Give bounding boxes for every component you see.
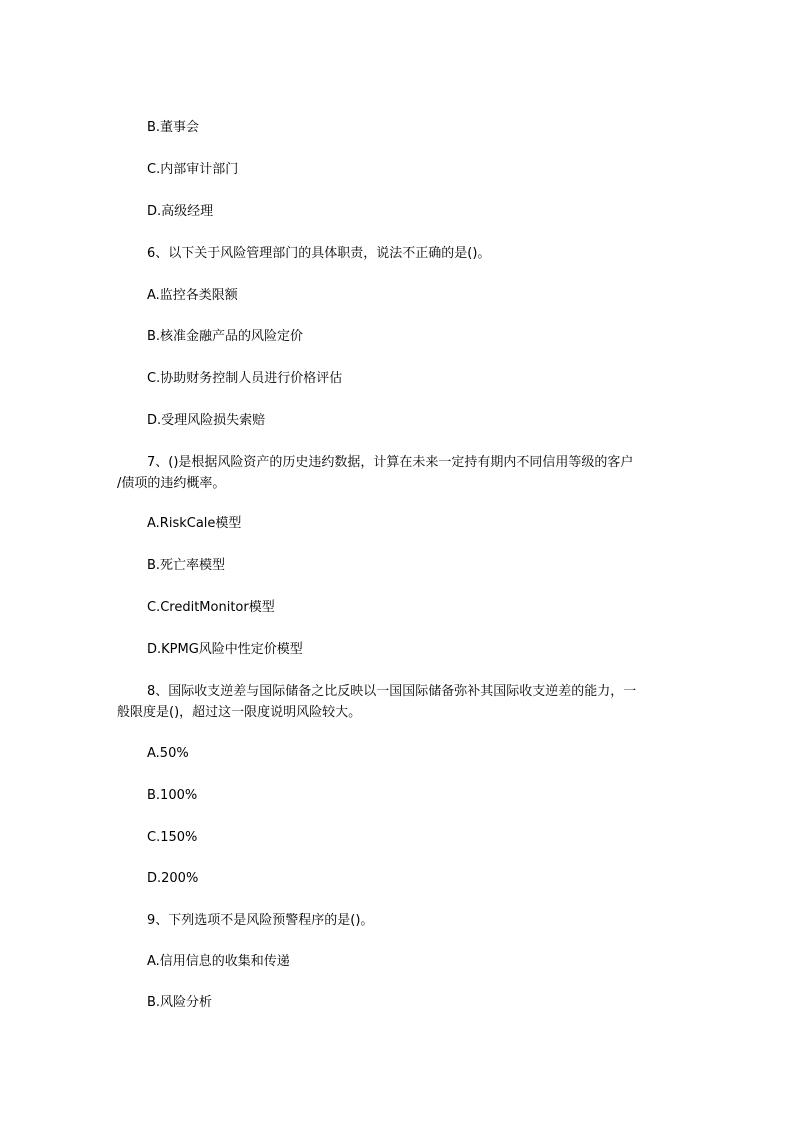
- option-line: D.高级经理: [147, 204, 214, 219]
- option-line: C.150%: [147, 830, 198, 845]
- option-line: D.KPMG风险中性定价模型: [147, 642, 303, 657]
- option-line: C.内部审计部门: [147, 162, 239, 177]
- option-line: B.风险分析: [147, 995, 213, 1010]
- question-line-continued: 般限度是()，超过这一限度说明风险较大。: [117, 705, 362, 720]
- option-line: C.CreditMonitor模型: [147, 600, 275, 615]
- question-line: 9、下列选项不是风险预警程序的是()。: [147, 913, 374, 928]
- question-line: 7、()是根据风险资产的历史违约数据，计算在未来一定持有期内不同信用等级的客户: [147, 455, 634, 470]
- option-line: B.核准金融产品的风险定价: [147, 329, 304, 344]
- option-line: D.受理风险损失索赔: [147, 413, 266, 428]
- question-line: 6、以下关于风险管理部门的具体职责，说法不正确的是()。: [147, 246, 491, 261]
- option-line: D.200%: [147, 871, 199, 886]
- option-line: A.RiskCale模型: [147, 516, 242, 531]
- option-line: B.董事会: [147, 120, 200, 135]
- option-line: B.100%: [147, 788, 198, 803]
- question-line: 8、国际收支逆差与国际储备之比反映以一国国际储备弥补其国际收支逆差的能力，一: [147, 684, 637, 699]
- option-line: A.50%: [147, 746, 189, 761]
- option-line: A.信用信息的收集和传递: [147, 954, 290, 969]
- question-line-continued: /债项的违约概率。: [117, 476, 226, 491]
- option-line: B.死亡率模型: [147, 558, 226, 573]
- option-line: C.协助财务控制人员进行价格评估: [147, 371, 343, 386]
- option-line: A.监控各类限额: [147, 288, 238, 303]
